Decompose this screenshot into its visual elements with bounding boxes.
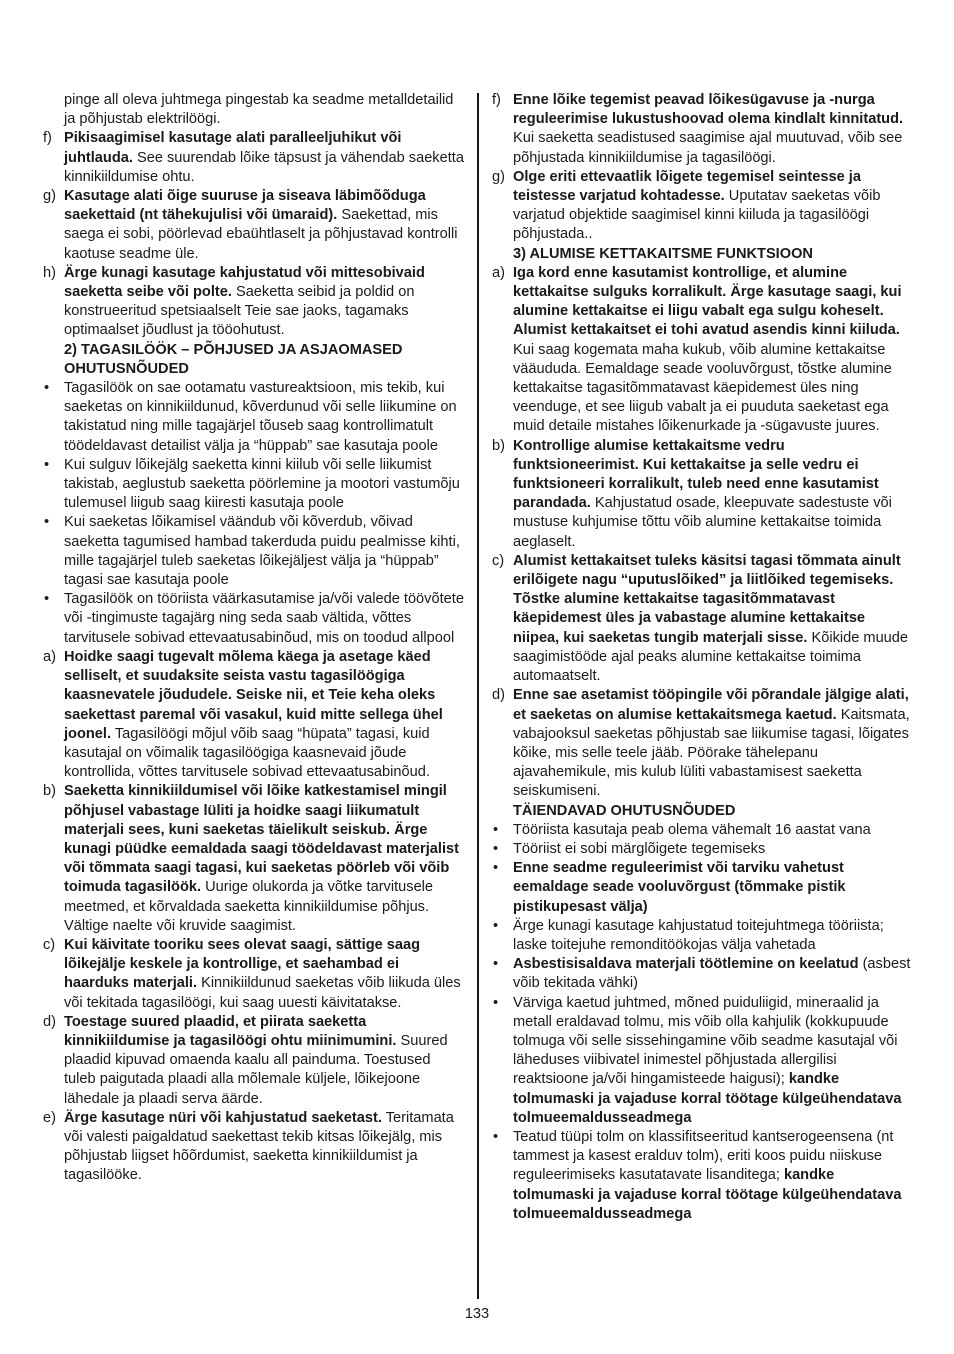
- item-text: Tagasilöögi mõjul võib saag “hüpata” tagasi, kuid kasutajal on võimalik tagasilöögiga kaasnevaid jõude kontrollida, võttes tarvitusele sobivad ettevaatusabinõud.: [64, 725, 430, 781]
- bullet-icon: •: [493, 917, 499, 934]
- item-text: Uputatav saeketas võib varjatud objektide saagimisel kinni kiiluda ja tagasilöögi põhjustada..: [513, 188, 881, 243]
- item-bold-text: Kontrollige alumise kettakaitsme vedru funktsioneerimist. Kui kettakaitse ja selle vedru ei funktsioneeri korralikult, tuleb need enne kasutamist parandada.: [513, 437, 879, 512]
- bullet-item: [489, 994, 913, 1128]
- bullet-text: Tagasilöök on sae ootamatu vastureaktsioon, mis tekib, kui saeketas on kinnikiildunud, kõverdunud või selle liikumine on takistatud ning mille tagajärjel tõuseb saag kontrollimatult töödeldavast detailist välja ja “hüppab” sae kasutaja poole: [64, 380, 457, 454]
- list-item: [489, 686, 913, 801]
- item-text: Kaitsmata, vabajooksul saeketas põhjustab sae liikumise tagasi, lõigates kõike, mis selle teele jääb. Pöörake tähelepanu ajavahemikule, mis kulub lüliti vabastamisest saeketta seiskumiseni.: [513, 706, 910, 800]
- item-marker: c): [43, 936, 56, 953]
- item-bold-text: Enne sae asetamist tööpingile või põrandale jälgige alati, et saeketas on alumise kettakaitsmega kaetud.: [513, 687, 909, 723]
- list-item: [40, 187, 466, 264]
- bullet-text: Tööriista kasutaja peab olema vähemalt 16 aastat vana: [513, 821, 871, 838]
- item-bold-text: Iga kord enne kasutamist kontrollige, et alumine kettakaitse sulguks korralikult. Ärge kasutage saagi, kui alumine kettakaitse ei liigu vabalt ega sulgu koheselt. Alumist kettakaitset ei tohi avatud asendis kinni kiiluda.: [513, 264, 902, 339]
- list-item: [489, 91, 913, 168]
- item-marker: f): [43, 130, 52, 147]
- bullet-icon: •: [493, 860, 499, 877]
- bullet-icon: •: [493, 840, 499, 857]
- bullet-bold-text: kandke tolmumaski ja vajaduse korral töötage külgeühendatava tolmueemaldusseadmega: [513, 1071, 902, 1126]
- list-item: [489, 168, 913, 245]
- bullet-icon: •: [493, 821, 499, 838]
- item-text: Kinnikiildunud saeketas võib liikuda üles või tekitada tagasilöögi, kui saag uuesti käivitatakse.: [64, 975, 461, 1011]
- bullet-item: [40, 513, 466, 590]
- list-item: [40, 1013, 466, 1109]
- bullet-text: Tagasilöök on tööriista väärkasutamise ja/või valede töövõtete või -tingimuste tagajärg ning seda saab vältida, võttes tarvitusele sobivad ettevaatusabinõud, mis on toodud allpool: [64, 591, 464, 646]
- item-text: Kõikide muude saagimistööde ajal peaks alumine kettakaitse toimima automaatselt.: [513, 629, 909, 685]
- item-text: Kui saeketta seadistused saagimise ajal muutuvad, võib see põhjustada kinnikiildumise ja tagasilöögi.: [513, 130, 903, 166]
- intro-paragraph: pinge all oleva juhtmega pingestab ka seadme metalldetailid ja põhjustab elektrilöögi.: [64, 92, 454, 128]
- bullet-icon: •: [493, 994, 499, 1011]
- item-text: Saeketta seibid ja poldid on konstrueeritud spetsiaalselt Teie sae jaoks, tagamaks optimaalset jõudlust ja tööohutust.: [64, 284, 415, 339]
- section-heading-additional-safety: TÄIENDAVAD OHUTUSNÕUDED: [513, 802, 736, 819]
- item-text: Uurige olukorda ja võtke tarvitusele meetmed, et kõrvaldada saeketta kinnikiildumise põhjus. Vältige naelte või kruvide saagimist.: [64, 879, 434, 934]
- item-bold-text: Enne lõike tegemist peavad lõikesügavuse ja -nurga reguleerimise lukustushoovad olema kindlalt kinnitatud.: [513, 92, 904, 128]
- bullet-item: [40, 590, 466, 648]
- bullet-icon: •: [493, 956, 499, 973]
- item-bold-text: Olge eriti ettevaatlik lõigete tegemisel seintesse ja teistesse varjatud kohtadesse.: [513, 168, 861, 205]
- item-text: Suured plaadid kipuvad omaenda kaalu all painduma. Toestused tuleb paigutada plaadi alla mõlemale küljele, lõikejoone lähedale ja plaadi serva äärde.: [64, 1032, 448, 1107]
- column-divider: [477, 93, 479, 1299]
- item-marker: g): [43, 188, 56, 205]
- bullet-text: Teatud tüüpi tolm on klassifitseeritud kantserogeensena (nt tammest ja kasest eralduv tolm), eriti koos puidu niiskuse reguleerimiseks kasutatavate lisanditega;: [513, 1128, 894, 1184]
- bullet-item: [489, 955, 913, 993]
- item-marker: e): [43, 1109, 56, 1126]
- item-bold-text: Kasutage alati õige suuruse ja siseava läbimõõduga saekettaid (nt tähekujulisi või ümaraid).: [64, 188, 426, 224]
- list-item: [489, 264, 913, 437]
- bullet-item: [489, 859, 913, 917]
- bullet-bold-text: Enne seadme reguleerimist või tarviku vahetust eemaldage seade vooluvõrgust (tõmmake pistik pistikupesast välja): [513, 860, 846, 915]
- bullet-bold-text: Asbestisisaldava materjali töötlemine on keelatud: [513, 956, 859, 973]
- item-text: Saekettad, mis saega ei sobi, pöörlevad ebaühtlaselt ja põhjustavad kontrolli kaotuse seadme üle.: [64, 207, 458, 262]
- bullet-item: [489, 917, 913, 955]
- item-text: See suurendab lõike täpsust ja vähendab saeketta kinnikiildumise ohtu.: [64, 149, 464, 185]
- item-marker: a): [492, 264, 505, 281]
- item-marker: d): [492, 687, 505, 704]
- section-heading-lower-guard: 3) ALUMISE KETTAKAITSME FUNKTSIOON: [513, 245, 813, 262]
- bullet-text: Tööriist ei sobi märglõigete tegemiseks: [513, 840, 766, 857]
- item-marker: g): [492, 168, 505, 185]
- list-item: [40, 129, 466, 187]
- item-bold-text: Alumist kettakaitset tuleks käsitsi tagasi tõmmata ainult erilõigete nagu “uputuslõiked” ja liitlõiked tegemiseks. Tõstke alumine kettakaitse tagasitõmmatavast käepidemest üles ja vabastage alumine kettakaitse niipea, kui saeketas tungib materjali sisse.: [513, 552, 901, 646]
- item-marker: f): [492, 92, 501, 108]
- list-item: [40, 264, 466, 341]
- item-bold-text: Kui käivitate tooriku sees olevat saagi, sättige saag lõikejälje keskele ja kontrollige, et saehambad ei haarduks materjali.: [64, 936, 421, 992]
- bullet-text: (asbest võib tekitada vähki): [513, 956, 911, 992]
- bullet-icon: •: [44, 591, 50, 608]
- item-bold-text: Ärge kasutage nüri või kahjustatud saeketast.: [64, 1109, 382, 1126]
- list-item: [40, 648, 466, 782]
- item-bold-text: Saeketta kinnikiildumisel või lõike katkestamisel mingil põhjusel vabastage lüliti ja hoidke saagi liikumatult materjali sees, kuni saeketas täielikult seiskub. Ärge kunagi püüdke eemaldada saagi töödeldavast materjalist või tõmmata saagi tagasi, kui saeketas pöörleb või võib toimuda tagasilöök.: [64, 783, 459, 896]
- item-text: Kahjustatud osade, kleepuvate sadestuste või mustuse kuhjumise tõttu võib alumine kettakaitse toimida aeglaselt.: [513, 495, 892, 550]
- bullet-bold-text: kandke tolmumaski ja vajaduse korral töötage külgeühendatava tolmueemaldusseadmega: [513, 1167, 902, 1222]
- bullet-item: [40, 379, 466, 456]
- item-bold-text: Toestage suured plaadid, et piirata saeketta kinnikiildumise ja tagasilöögi ohtu miinimumini.: [64, 1013, 397, 1049]
- list-item: [489, 437, 913, 552]
- item-marker: h): [43, 264, 56, 281]
- list-item: [40, 782, 466, 936]
- list-item: [40, 936, 466, 1013]
- right-column: [489, 91, 913, 1224]
- bullet-item: [489, 840, 913, 859]
- item-marker: c): [492, 552, 505, 569]
- item-text: Kui saag kogemata maha kukub, võib alumine kettakaitse vääududa. Eemaldage seade vooluvõrgust, tõstke alumine kettakaitse tagasitõmmatavast käepidemest üles ning veenduge, et see liigub vabalt ja ei puuduta saeketast ega muid detaile mistahes lõikenurkade ja -sügavuste juures.: [513, 341, 892, 435]
- bullet-text: Ärge kunagi kasutage kahjustatud toitejuhtmega tööriista; laske toitejuhe remonditöökojas välja vahetada: [513, 917, 884, 953]
- bullet-icon: •: [44, 380, 50, 397]
- item-text: Teritamata või valesti paigaldatud saekettast tekib kitsas lõikejälg, mis põhjustab liigset hõõrdumist, saeketta kinnikiildumist ja tagasilööke.: [64, 1109, 454, 1184]
- bullet-item: [489, 821, 913, 840]
- item-bold-text: Ärge kunagi kasutage kahjustatud või mittesobivaid saeketta seibe või polte.: [64, 264, 425, 301]
- bullet-icon: •: [44, 456, 50, 473]
- list-item: [40, 1109, 466, 1186]
- left-column: [40, 91, 466, 1186]
- bullet-text: Kui sulguv lõikejälg saeketta kinni kiilub või selle liikumist takistab, aeglustub saeketta pöörlemine ja mootori vastumõju tulemusel liigub saag kiiresti kasutaja poole: [64, 456, 460, 512]
- bullet-text: Värviga kaetud juhtmed, mõned puiduliigid, mineraalid ja metall eraldavad tolmu, mis võib olla kahjulik (kokkupuude tolmuga või selle sissehingamine võib seadme kasutajal või läheduses viibivatel inimestel põhjustada allergilisi reaktsioone ja/või hingamisteede haigusi);: [513, 994, 898, 1088]
- bullet-item: [489, 1128, 913, 1224]
- page-number: 133: [464, 1306, 490, 1322]
- item-marker: d): [43, 1013, 56, 1030]
- item-bold-text: Pikisaagimisel kasutage alati paralleeljuhikut või juhtlauda.: [64, 130, 402, 166]
- section-heading-kickback: 2) TAGASILÖÖK – PÕHJUSED JA ASJAOMASED OHUTUSNÕUDED: [64, 341, 403, 377]
- item-marker: a): [43, 648, 56, 665]
- item-bold-text: Hoidke saagi tugevalt mõlema käega ja asetage käed selliselt, et suudaksite seista vastu tagasilöögiga kaasnevatele jõududele. Seiske nii, et Teie keha oleks saekettast paremal või vasakul, kuid mitte sellega ühel joonel.: [64, 648, 443, 742]
- item-marker: b): [43, 783, 56, 800]
- bullet-item: [40, 456, 466, 514]
- item-marker: b): [492, 437, 505, 454]
- bullet-icon: •: [493, 1128, 499, 1145]
- list-item: [489, 552, 913, 686]
- bullet-text: Kui saeketas lõikamisel väändub või kõverdub, võivad saeketta tagumised hambad takerduda puidu pealmisse kihti, mille tagajärjel tuleb saeketas lõikejäljest välja ja “hüppab” tagasi sae kasutaja poole: [64, 514, 460, 589]
- bullet-icon: •: [44, 514, 50, 531]
